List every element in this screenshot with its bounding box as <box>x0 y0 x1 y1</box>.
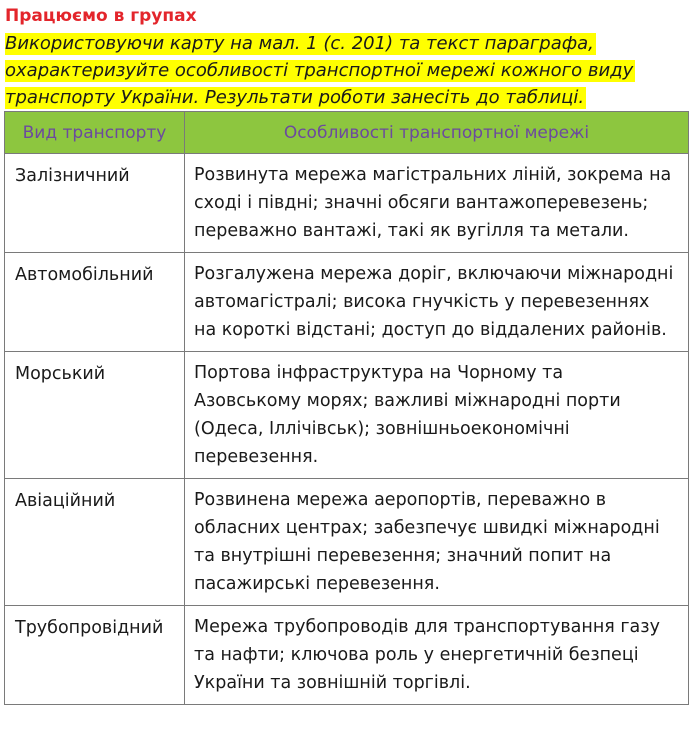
transport-description-cell: Розгалужена мережа доріг, включаючи міжнародні автомагістралі; висока гнучкість у перевезеннях на короткі відстані; доступ до віддалених районів. <box>185 253 689 352</box>
task-line-3: транспорту України. Результати роботи занесіть до таблиці. <box>5 87 585 108</box>
table-row <box>5 253 689 352</box>
transport-table <box>4 111 689 705</box>
table-row <box>5 479 689 606</box>
task-line-2: охарактеризуйте особливості транспортної мережі кожного виду <box>5 60 634 81</box>
task-line-1: Використовуючи карту на мал. 1 (с. 201) та текст параграфа, <box>5 33 594 54</box>
transport-type-cell: Автомобільний <box>5 253 185 352</box>
transport-description-cell: Портова інфраструктура на Чорному та Азовському морях; важливі міжнародні порти (Одеса, Іллічівськ); зовнішньоекономічні перевезення. <box>185 352 689 479</box>
header-network-features: Особливості транспортної мережі <box>185 112 689 154</box>
transport-description-cell: Мережа трубопроводів для транспортування газу та нафти; ключова роль у енергетичній безпеці України та зовнішній торгівлі. <box>185 606 689 705</box>
transport-type-cell: Морський <box>5 352 185 479</box>
transport-description-cell: Розвинута мережа магістральних ліній, зокрема на сході і півдні; значні обсяги вантажоперевезень; переважно вантажі, такі як вугілля та метали. <box>185 154 689 253</box>
table-row <box>5 154 689 253</box>
table-row <box>5 352 689 479</box>
transport-type-cell: Трубопровідний <box>5 606 185 705</box>
table-row <box>5 606 689 705</box>
header-transport-type: Вид транспорту <box>5 112 185 154</box>
page-heading: Працюємо в групах <box>5 6 197 26</box>
transport-type-cell: Авіаційний <box>5 479 185 606</box>
task-text <box>5 30 693 111</box>
transport-type-cell: Залізничний <box>5 154 185 253</box>
transport-description-cell: Розвинена мережа аеропортів, переважно в обласних центрах; забезпечує швидкі міжнародні та внутрішні перевезення; значний попит на пасажирські перевезення. <box>185 479 689 606</box>
table-header-row <box>5 112 689 154</box>
